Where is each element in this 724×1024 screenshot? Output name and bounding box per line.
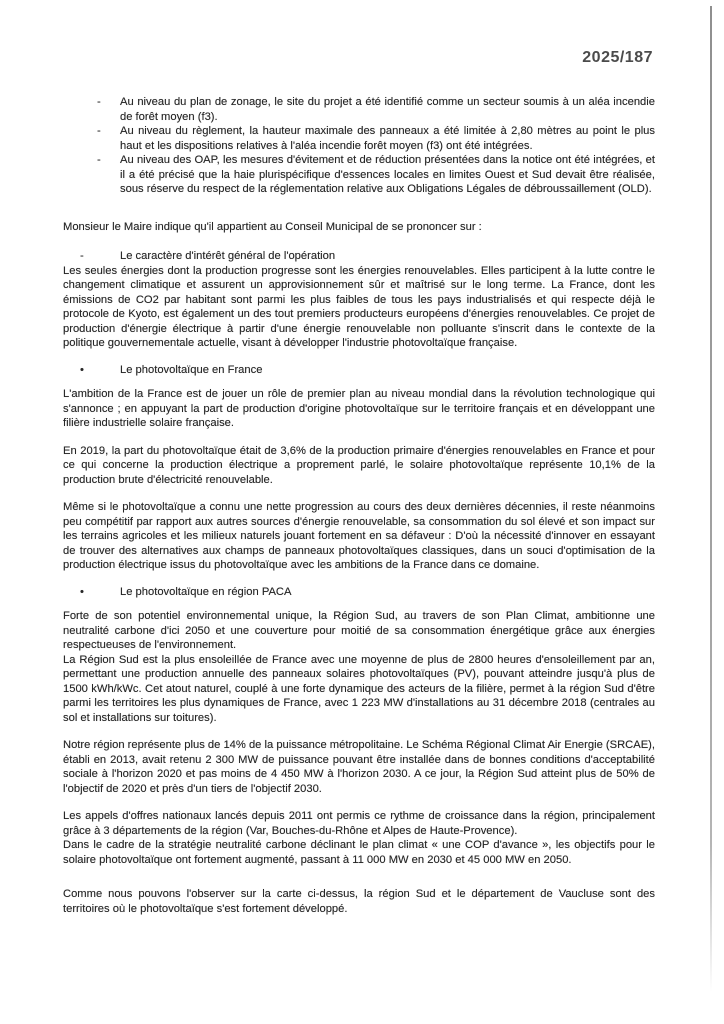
- bullet-marker: •: [80, 585, 84, 598]
- dash-marker: -: [80, 250, 84, 262]
- section-heading-text: Le photovoltaïque en région PACA: [120, 585, 292, 598]
- paragraph: En 2019, la part du photovoltaïque était de 3,6% de la production primaire d'énergies renouvelables en France et pour ce qui concerne la production électrique a proprement parlé, le solaire photovoltaïque représente 10,1% de la production brute d'électricité renouvelable.: [63, 444, 655, 486]
- list-item-text: Au niveau du plan de zonage, le site du projet a été identifié comme un secteur soumis à un aléa incendie de forêt moyen (f3).: [120, 96, 655, 123]
- section-heading-text: Le caractère d'intérêt général de l'opération: [120, 250, 336, 262]
- section-heading: [63, 363, 655, 378]
- paragraph: Dans le cadre de la stratégie neutralité carbone déclinant le plan climat « une COP d'avance », les objectifs pour le solaire photovoltaïque ont fortement augmenté, passant à 11 000 MW en 2030 et 45 000 MW en 2050.: [63, 839, 655, 866]
- dash-marker: -: [97, 125, 101, 137]
- dash-marker: -: [97, 154, 101, 166]
- paragraph: Les appels d'offres nationaux lancés depuis 2011 ont permis ce rythme de croissance dans la région, principalement grâce à 3 départements de la région (Var, Bouches-du-Rhône et Alpes de Haute-Provence).: [63, 810, 655, 837]
- page-content: [63, 95, 655, 916]
- paragraph: Notre région représente plus de 14% de la puissance métropolitaine. Le Schéma Régional Climat Air Energie (SRCAE), établi en 2013, avait retenu 2 300 MW de puissance pouvant être installée dans de bonnes conditions d'acceptabilité sociale à l'horizon 2020 et pas moins de 4 450 MW à l'horizon 2030. A ce jour, la Région Sud atteint plus de 50% de l'objectif de 2020 et près d'un tiers de l'objectif 2030.: [63, 739, 656, 795]
- section-heading: [63, 585, 655, 600]
- paragraph: Forte de son potentiel environnemental unique, la Région Sud, au travers de son Plan Climat, ambitionne une neutralité carbone d'ici 2050 et une couverture pour moitié de sa consommation énergétique grâce aux énergies respectueuses de l'environnement.: [63, 610, 655, 651]
- paragraph: La Région Sud est la plus ensoleillée de France avec une moyenne de plus de 2800 heures d'ensoleillement par an, permettant une production annuelle des panneaux solaires photovoltaïques (PV), pouvant atteindre jusqu'à plus de 1500 kWh/kWc. Cet atout naturel, couplé à une forte dynamique des acteurs de la filière, permet à la région Sud d'être parmi les territoires les plus dynamiques de France, avec 1 223 MW d'installations au 31 décembre 2018 (centrales au sol et installations sur toitures).: [63, 653, 655, 724]
- scan-edge-line: [710, 6, 712, 992]
- section-heading-text: Le photovoltaïque en France: [120, 363, 263, 376]
- paragraph: Même si le photovoltaïque a connu une nette progression au cours des deux dernières décennies, il reste néanmoins peu compétitif par rapport aux autres sources d'énergie renouvelable, sa consommation du sol élevé et son impact sur les terrains agricoles et les milieux naturels jouant fortement en sa défaveur : D'où la nécessité d'innover en essayant de trouver des alternatives aux champs de panneaux photovoltaïques classiques, dans un souci d'optimisation de la production électrique issus du photovoltaïque avec les ambitions de la France dans ce domaine.: [63, 501, 655, 571]
- section-heading: [63, 249, 655, 264]
- paragraph: Comme nous pouvons l'observer sur la carte ci-dessus, la région Sud et le département de Vaucluse sont des territoires où le photovoltaïque s'est fortement développé.: [63, 888, 655, 915]
- list-item: [63, 95, 655, 124]
- list-item-text: Au niveau du règlement, la hauteur maximale des panneaux a été limitée à 2,80 mètres au point le plus haut et les dispositions relatives à l'aléa incendie forêt moyen (f3) ont été intégrées.: [120, 125, 655, 152]
- dash-marker: -: [97, 96, 101, 108]
- list-item-text: Au niveau des OAP, les mesures d'évitement et de réduction présentées dans la notice ont été intégrées, et il a été précisé que la haie plurispécifique d'essences locales en limites Ouest et Sud devait être réalisée, sous réserve du respect de la réglementation relative aux Obligations Légales de débroussaillement (OLD).: [120, 154, 655, 195]
- bullet-marker: •: [80, 363, 84, 376]
- amendment-list: [63, 95, 655, 197]
- page-number: 2025/187: [582, 49, 653, 66]
- paragraph: Les seules énergies dont la production progresse sont les énergies renouvelables. Elles participent à la lutte contre le changement climatique et assurent un approvisionnement sûr et maîtrisé sur le long terme. La France, dont les émissions de CO2 par habitant sont parmi les plus faibles de tous les pays industrialisés et qui respecte déjà le protocole de Kyoto, est également un des tout premiers producteurs européens d'énergies renouvelables. Ce projet de production d'énergie électrique à partir d'une énergie renouvelable non polluante s'inscrit dans le contexte de la politique gouvernementale actuelle, visant à développer l'industrie photovoltaïque française.: [63, 264, 655, 349]
- list-item: [63, 153, 655, 197]
- list-item: [63, 124, 655, 153]
- paragraph: L'ambition de la France est de jouer un rôle de premier plan au niveau mondial dans la révolution technologique qui s'annonce ; en appuyant la part de production d'origine photovoltaïque sur le territoire français et en développant une filière industrielle solaire française.: [63, 388, 655, 429]
- intro-paragraph: Monsieur le Maire indique qu'il appartient au Conseil Municipal de se prononcer sur :: [63, 220, 482, 233]
